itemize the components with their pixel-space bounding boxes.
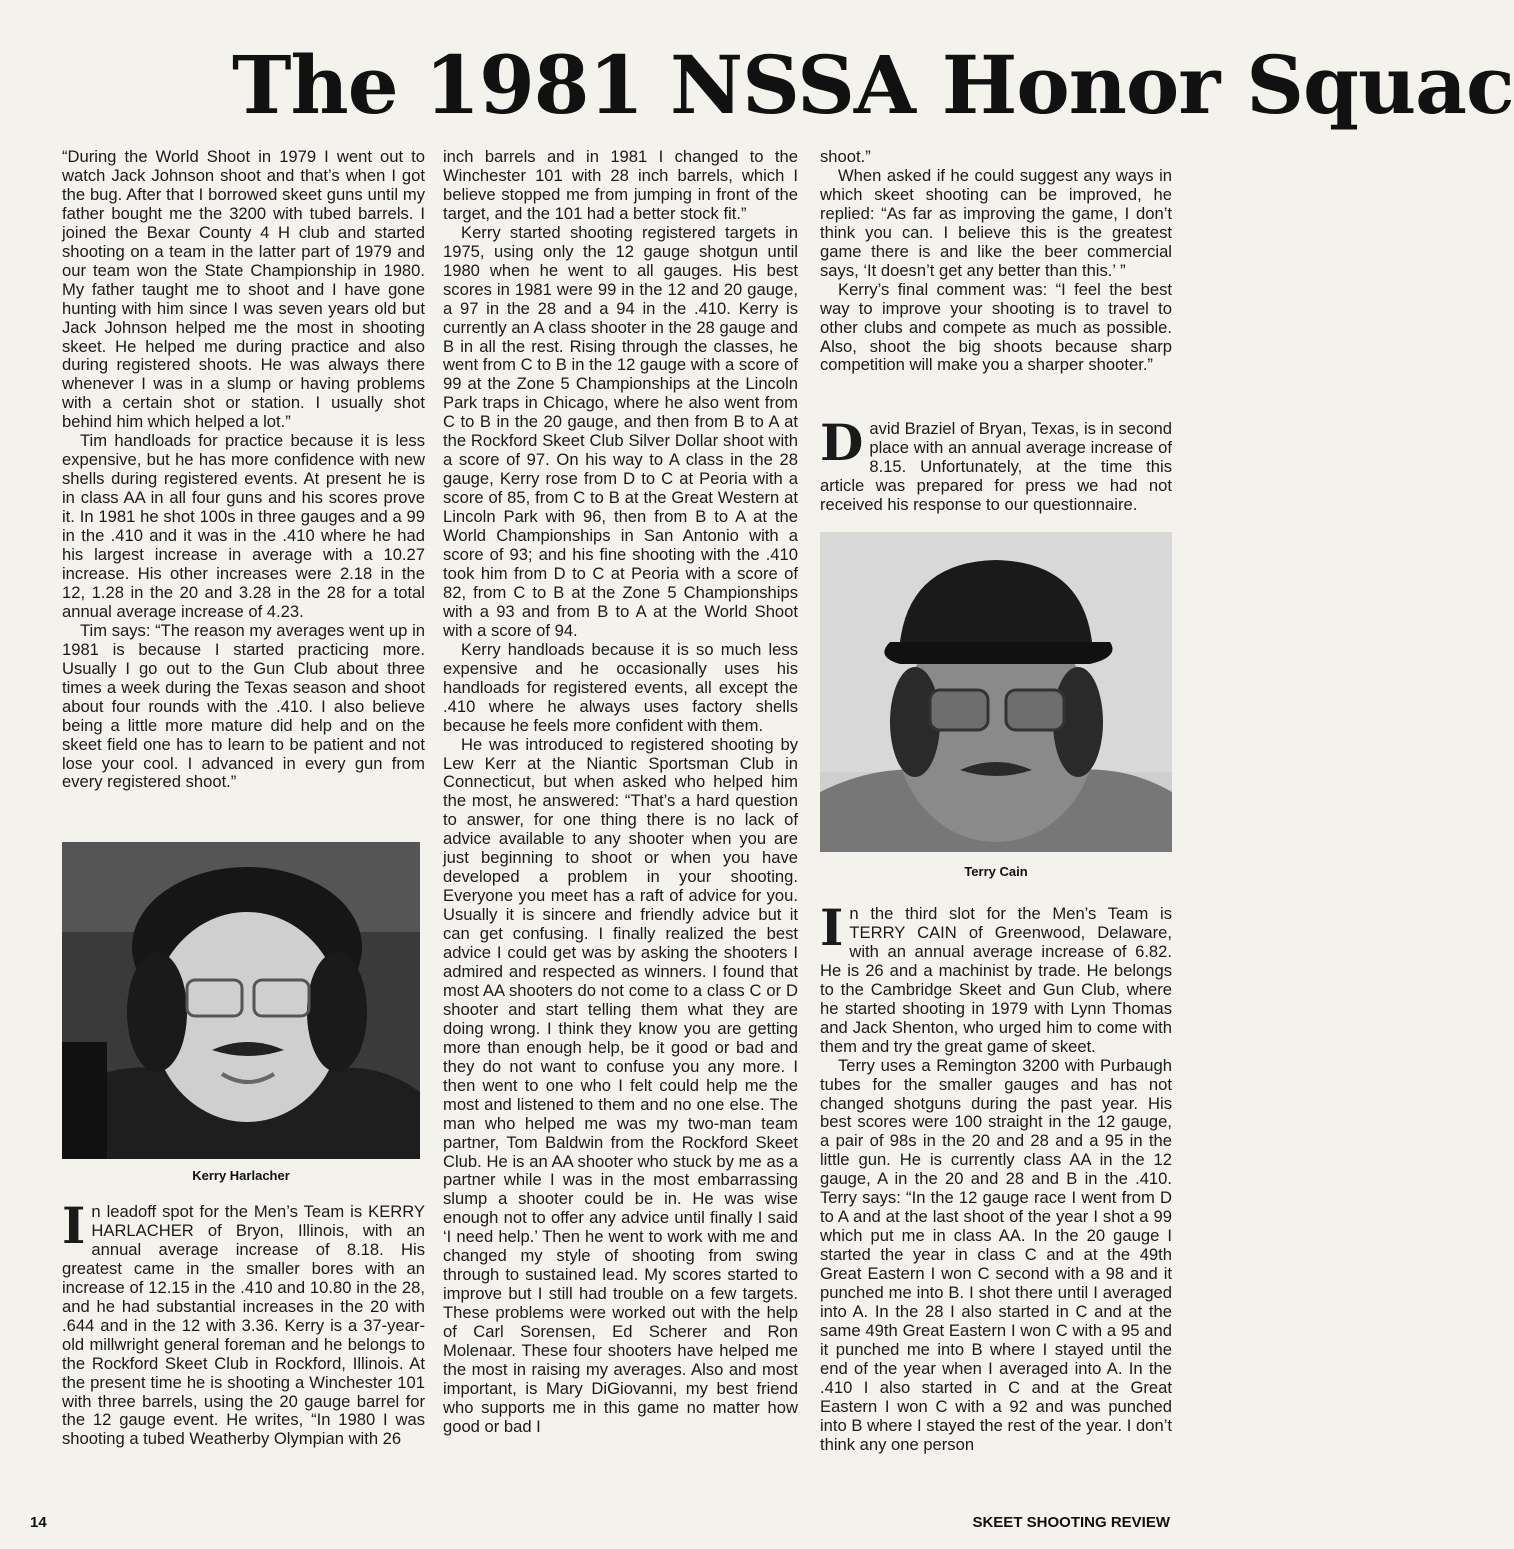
column-3 (820, 148, 1172, 375)
paragraph: inch barrels and in 1981 I changed to the Winchester 101 with 28 inch barrels, which I believe stopped me from jumping in front of the target, and the 101 had a better stock fit.” (443, 147, 798, 223)
paragraph: When asked if he could suggest any ways in which skeet shooting can be improved, he replied: “As far as improving the game, I don’t think you can. I believe this is the greatest game there is and like the beer commercial says, ‘It doesn’t get any better than this.’ ” (820, 165, 1172, 280)
paragraph: Kerry handloads because it is so much less expensive and he occasionally uses his handloads for registered events, all except the .410 where he always uses factory shells because he feels more confident with them. (443, 639, 798, 735)
article-title: The 1981 NSSA Honor Squac (232, 38, 1514, 132)
magazine-name: SKEET SHOOTING REVIEW (972, 1514, 1170, 1531)
column-1-lower (62, 1196, 425, 1449)
paragraph: In the third slot for the Men’s Team is TERRY CAIN of Greenwood, Delaware, with an annual average increase of 6.82. He is 26 and a machinist by trade. He belongs to the Cambridge Skeet and Gun Club, where he started shooting in 1979 with Lynn Thomas and Jack Shenton, who urged him to come with them and try the great game of skeet. (820, 898, 1172, 1056)
column-2 (443, 148, 798, 1437)
paragraph: Terry uses a Remington 3200 with Purbaugh tubes for the smaller gauges and has not changed shotguns during the past year. His best scores were 100 straight in the 12 gauge, a pair of 98s in the 20 and 28 and a 95 in the little gun. He is currently class AA in the 12 gauge, A in the 20 and 28 and B in the .410. Terry says: “In the 12 gauge race I went from D to A and at the last shoot of the year I shot a 99 which put me in class AA. In the 20 gauge I started the year in class C and at the 49th Great Eastern I won C second with a 98 and it punched me into B. I shot there until I averaged into A. In the 28 I also started in C and at the same 49th Great Eastern I won C with a 95 and it punched me into B where I stayed until the end of the year when I averaged into A. In the .410 I also started in C and at the Great Eastern I won C with a 92 and was punched into B where I stayed the rest of the year. I don’t think any one person (820, 1055, 1172, 1454)
drop-cap: I (820, 898, 844, 957)
column-3-braziel (820, 413, 1172, 515)
paragraph: Tim handloads for practice because it is less expensive, but he has more confidence with new shells during registered events. At present he is in class AA in all four guns and his scores prove it. In 1981 he shot 100s in three gauges and a 99 in the .410 and it was in the .410 where he had his largest increase in average with a 10.27 increase. His other increases were 2.18 in the 12, 1.28 in the 20 and 3.28 in the 28 for a total annual average increase of 4.23. (62, 431, 425, 621)
page-number: 14 (30, 1514, 47, 1531)
paragraph: “During the World Shoot in 1979 I went out to watch Jack Johnson shoot and that’s when I got the bug. After that I borrowed skeet guns until my father bought me the 3200 with tubed barrels. I joined the Bexar County 4 H club and started shooting on a team in the latter part of 1979 and our team won the State Championship in 1980. My father taught me to shoot and I have gone hunting with him since I was seven years old but Jack Johnson helped me the most in shooting skeet. He helped me during practice and also during registered shoots. He was always there whenever I was in a slump or having problems with a certain shot or station. I usually shot behind him which helped a lot.” (62, 147, 425, 432)
photo-terry-cain (820, 532, 1172, 852)
paragraph: David Braziel of Bryan, Texas, is in second place with an annual average increase of 8.15. Unfortunately, at the time this article was prepared for press we had not received his response to our questionnaire. (820, 413, 1172, 514)
paragraph: shoot.” (820, 147, 871, 166)
paragraph: Tim says: “The reason my averages went up in 1981 is because I started practicing more. Usually I go out to the Gun Club about three times a week during the Texas season and shoot about four rounds with the .410. I also believe being a little more mature did help and on the skeet field one has to learn to be patient and not lose your cool. I advanced in every gun from every registered shoot.” (62, 620, 425, 792)
paragraph: He was introduced to registered shooting by Lew Kerr at the Niantic Sportsman Club in Connecticut, but when asked who helped him the most, he answered: “That’s a hard question to answer, for one thing there is no lack of advice available to any shooter when you are just beginning to shoot or when you have developed a problem in your shooting. Everyone you meet has a raft of advice for you. Usually it is sincere and friendly advice but it can get confusing. I finally realized the best advice I could get was by asking the shooters I admired and respected as winners. I found that most AA shooters do not come to a class C or D shooter and start telling them what they are doing wrong. I think they know you are getting more than enough help, be it good or bad and they do not want to confuse you any more. I then went to one who I felt could help me the most and listened to them and no one else. The man who helped me was my two-man team partner, Tom Baldwin from the Rockford Skeet Club. He is an AA shooter who stuck by me as a partner while I was in the most embarrassing slump a shooter could be in. He was wise enough not to offer any advice until finally I said ‘I need help.’ Then he went to work with me and changed my style of shooting from swing through to sustained lead. My scores started to improve but I still had trouble on a few targets. These problems were worked out with the help of Carl Sorensen, Ed Scherer and Ron Molenaar. These four shooters have helped me the most in raising my averages. Also and most important, is Mary DiGiovanni, my best friend who supports me in this game no matter how good or bad I (443, 734, 798, 1436)
column-3-lower (820, 898, 1172, 1455)
drop-cap: I (62, 1196, 86, 1255)
paragraph: In leadoff spot for the Men’s Team is KERRY HARLACHER of Bryon, Illinois, with an annual average increase of 8.18. His greatest came in the smaller bores with an increase of 12.15 in the .410 and 10.80 in the 28, and he had substantial increases in the 20 with .644 and in the 12 with 3.36. Kerry is a 37-year-old millwright general foreman and he belongs to the Rockford Skeet Club in Rockford, Illinois. At the present time he is shooting a Winchester 101 with three barrels, using the 20 gauge barrel for the 12 gauge event. He writes, “In 1980 I was shooting a tubed Weatherby Olympian with 26 (62, 1196, 425, 1449)
column-1 (62, 148, 425, 792)
drop-cap: D (820, 413, 864, 472)
paragraph: Kerry started shooting registered targets in 1975, using only the 12 gauge shotgun until 1980 when he went to all gauges. His best scores in 1981 were 99 in the 12 and 20 gauge, a 97 in the 28 and a 94 in the .410. Kerry is currently an A class shooter in the 28 gauge and B in all the rest. Rising through the classes, he went from C to B in the 12 gauge with a score of 99 at the Zone 5 Championships at the Lincoln Park traps in Chicago, where he also went from C to B in the 20 gauge, and then from B to A at the Rockford Skeet Club Silver Dollar shoot with a score of 97. On his way to A class in the 28 gauge, Kerry rose from D to C at Peoria with a score of 85, from C to B at the Great Western at Lincoln Park with 96, then from B to A at the World Championships in San Antonio with a score of 93; and his fine shooting with the .410 took him from D to C at Peoria with a score of 82, from C to B at the Zone 5 Championships with a 93 and from B to A at the World Shoot with a score of 94. (443, 222, 798, 640)
photo-caption: Terry Cain (964, 864, 1028, 879)
photo-kerry-harlacher (62, 842, 420, 1159)
photo-caption: Kerry Harlacher (192, 1168, 290, 1183)
paragraph: Kerry’s final comment was: “I feel the best way to improve your shooting is to travel to other clubs and compete as much as possible. Also, shoot the big shoots because sharp competition will make you a sharper shooter.” (820, 279, 1172, 375)
